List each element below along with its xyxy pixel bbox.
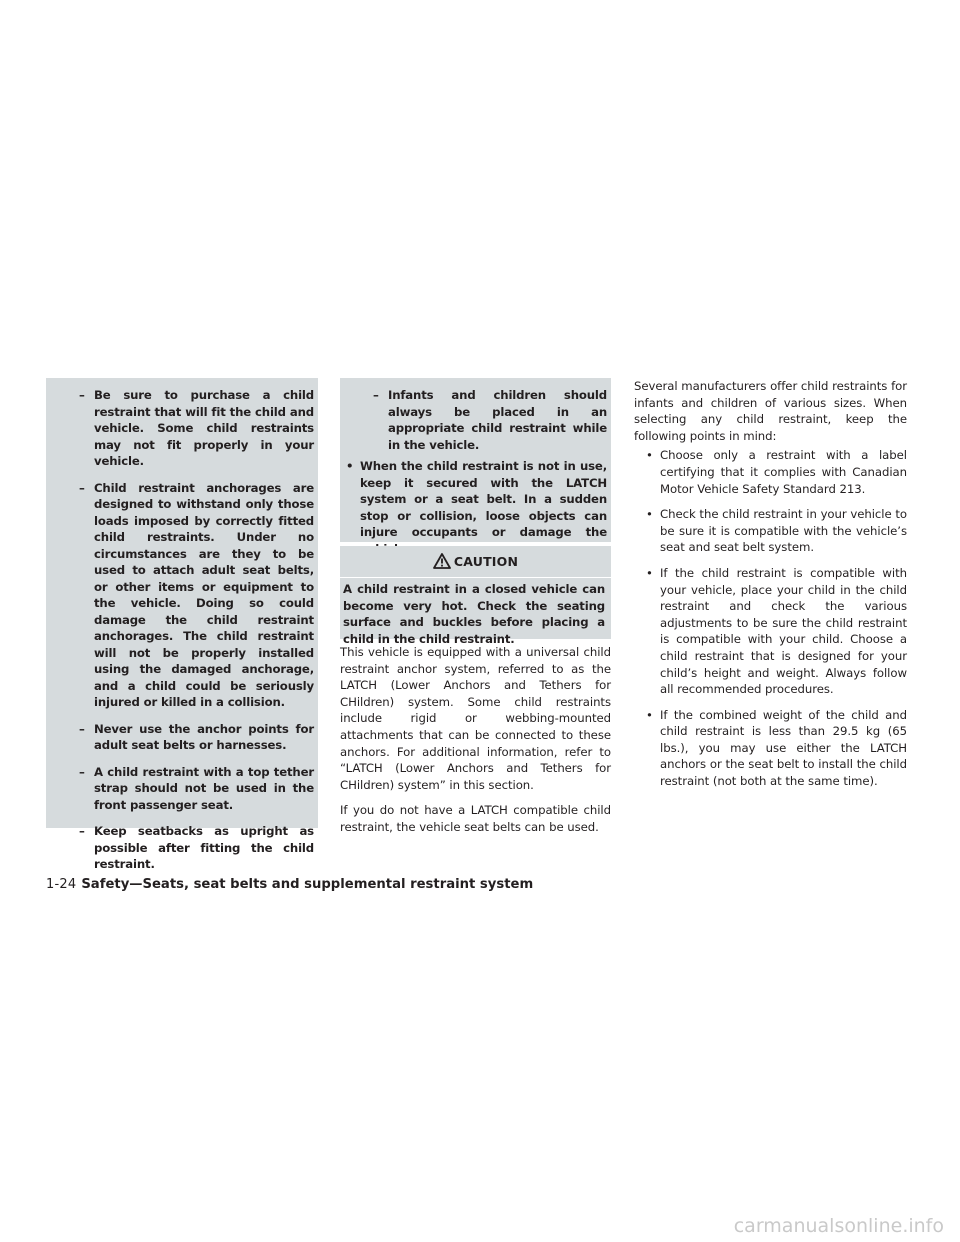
warning-text: A child restraint with a top tether strap should not be used in the front passenger seat. — [94, 764, 314, 812]
warning-text: When the child restraint is not in use, keep it secured with the LATCH system or a seat belt. In a sudden stop or collision, loose objects can injure occupants or damage the — [360, 459, 607, 539]
caution-header — [340, 546, 611, 576]
dash-marker: – — [79, 388, 85, 402]
bullet-marker: • — [646, 707, 653, 722]
bullet-marker: • — [646, 565, 653, 580]
watermark: carmanualsonline.info — [733, 1215, 944, 1237]
caution-title: CAUTION — [453, 553, 519, 569]
warning-text: Keep seatbacks as upright as possible after fitting the child restraint. — [94, 824, 314, 871]
latch-intro-text — [340, 644, 611, 845]
dash-marker: – — [79, 824, 85, 838]
warning-item — [340, 387, 607, 453]
warning-text: Be sure to purchase a child restraint that will fit the child and vehicle. Some child restraints may not fit properly in your vehicle. — [94, 388, 314, 468]
list-item-text: If the combined weight of the child and child restraint is less than 29.5 kg (65 lbs.), you may use either the LATCH anchors or the seat belt to install the child restraint (not both at the same time). — [660, 707, 907, 789]
warning-item — [46, 823, 314, 873]
warning-bullet-item — [340, 458, 607, 557]
dash-marker: – — [373, 388, 379, 402]
paragraph: This vehicle is equipped with a universal child restraint anchor system, referred to as the LATCH (Lower Anchors and Tethers for CHildren) system. Some child restraints include rigid or webbing-mounted attachments that can be connected to these anchors. For additional information, refer to “LATCH (Lower Anchors and Tethers for CHildren) system” in this section. — [340, 645, 611, 792]
list-item-text: If the child restraint is compatible with your vehicle, place your child in the child restraint and check the various adjustments to be sure the child restraint is compatible with your child. Choose a child restraint that is designed for your child’s height and weight. Always follow all recommended procedures. — [660, 565, 907, 697]
paragraph: Several manufacturers offer child restraints for infants and children of various sizes. When selecting any child restraint, keep the following points in mind: — [634, 379, 907, 443]
bullet-marker: • — [646, 507, 653, 522]
dash-marker: – — [79, 480, 85, 495]
warning-triangle-icon — [433, 553, 451, 569]
page-number: 1-24 — [46, 877, 77, 892]
section-title: Safety—Seats, seat belts and supplemental restraint system — [81, 877, 534, 892]
warning-item — [46, 387, 314, 470]
warning-text: Never use the anchor points for adult seat belts or harnesses. — [94, 721, 314, 752]
selection-guidance — [634, 378, 907, 799]
list-item — [634, 447, 907, 497]
warning-box-continued-2 — [340, 378, 611, 542]
caution-box — [340, 546, 611, 646]
list-item — [634, 565, 907, 698]
bullet-marker: • — [646, 448, 653, 463]
warning-item — [46, 764, 314, 814]
paragraph: If you do not have a LATCH compatible child restraint, the vehicle seat belts can be used. — [340, 803, 611, 834]
caution-body — [340, 577, 611, 647]
page-footer — [46, 877, 533, 892]
warning-box-continued — [46, 378, 318, 871]
dash-marker: – — [79, 721, 85, 736]
warning-text: Infants and children should always be placed in an appropriate child restraint while in the vehicle. — [388, 388, 607, 452]
warning-item — [46, 480, 314, 711]
dash-marker: – — [79, 764, 85, 779]
bullet-marker: • — [346, 459, 354, 473]
warning-item — [46, 721, 314, 754]
caution-text: A child restraint in a closed vehicle can become very hot. Check the seating surface and buckles before placing a child in the child restraint. — [343, 582, 605, 646]
list-item — [634, 707, 907, 790]
list-item — [634, 506, 907, 556]
warning-text: Child restraint anchorages are designed to withstand only those loads imposed by correctly fitted child restraints. Under no circumstances are they to be used to attach adult seat belts, or other items or equipment to the vehicle. Doing so could damage the child restraint anchorages. The child restraint will not be properly installed using the damaged anchorage, and a child could be seriously injured or killed in a collision. — [94, 480, 314, 709]
list-item-text: Check the child restraint in your vehicle to be sure it is compatible with the vehicle’s seat and seat belt system. — [660, 507, 907, 555]
list-item-text: Choose only a restraint with a label certifying that it complies with Canadian Motor Vehicle Safety Standard 213. — [660, 448, 907, 496]
